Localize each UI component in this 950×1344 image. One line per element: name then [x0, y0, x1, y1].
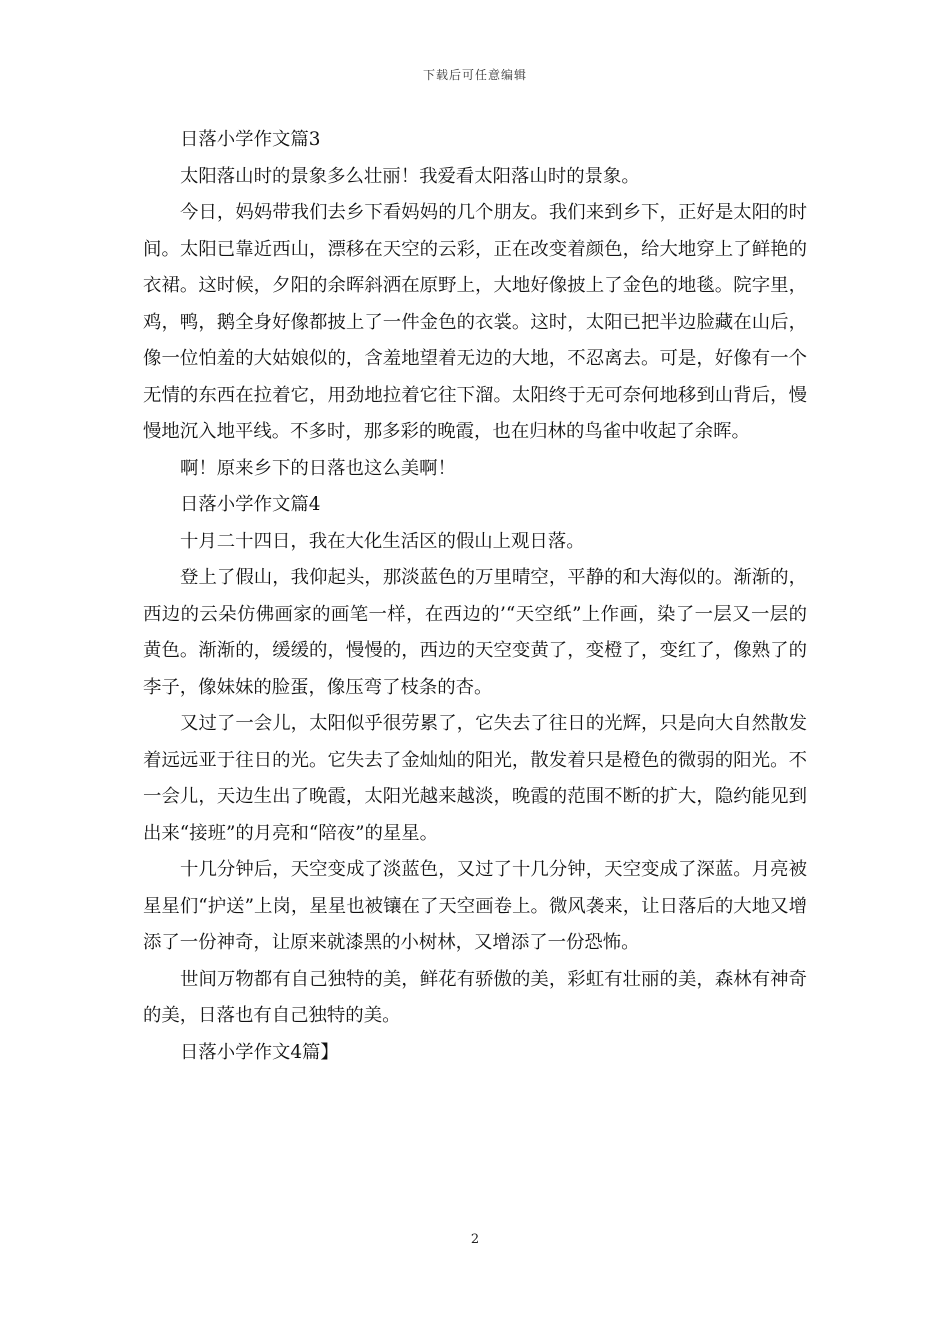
paragraph: 登上了假山，我仰起头，那淡蓝色的万里晴空，平静的和大海似的。渐渐的，西边的云朵仿佛画家的画笔一样，在西边的’“天空纸”上作画，染了一层又一层的黄色。渐渐的，缓缓的，慢慢的，西边的天空变黄了，变橙了，变红了，像熟了的李子，像妹妹的脸蛋，像压弯了枝条的杏。: [143, 567, 807, 698]
paragraph: 啊！原来乡下的日落也这么美啊！: [180, 457, 456, 479]
paragraph: 十月二十四日，我在大化生活区的假山上观日落。: [180, 530, 585, 552]
closing-title: 日落小学作文4篇】: [180, 1041, 339, 1063]
section-title-3: 日落小学作文篇3: [180, 129, 321, 150]
page-number: 2: [470, 1232, 480, 1247]
paragraph: 太阳落山时的景象多么壮丽！我爱看太阳落山时的景象。: [180, 165, 640, 187]
paragraph: 十几分钟后，天空变成了淡蓝色，又过了十几分钟，天空变成了深蓝。月亮被星星们“护送”上岗，星星也被镶在了天空画卷上。微风袭来，让日落后的大地又增添了一份神奇，让原来就漆黑的小树林，又增添了一份恐怖。: [143, 859, 807, 953]
section-title-4: 日落小学作文篇4: [180, 494, 321, 515]
page-header: 下载后可任意编辑: [422, 68, 527, 82]
paragraph: 今日，妈妈带我们去乡下看妈妈的几个朋友。我们来到乡下，正好是太阳的时间。太阳已靠近西山，漂移在天空的云彩，正在改变着颜色，给大地穿上了鲜艳的衣裙。这时候，夕阳的余晖斜洒在原野上，大地好像披上了金色的地毯。院字里，鸡，鸭，鹅全身好像都披上了一件金色的衣裳。这时，太阳已把半边脸藏在山后，像一位怕羞的大姑娘似的，含羞地望着无边的大地，不忍离去。可是，好像有一个无情的东西在拉着它，用劲地拉着它往下溜。太阳终于无可奈何地移到山背后，慢慢地沉入地平线。不多时，那多彩的晚霞，也在归林的鸟雀中收起了余晖。: [143, 202, 807, 442]
paragraph: 世间万物都有自己独特的美，鲜花有骄傲的美，彩虹有壮丽的美，森林有神奇的美，日落也有自己独特的美。: [143, 968, 807, 1026]
paragraph: 又过了一会儿，太阳似乎很劳累了，它失去了往日的光辉，只是向大自然散发着远远亚于往日的光。它失去了金灿灿的阳光，散发着只是橙色的微弱的阳光。不一会儿，天边生出了晚霞，太阳光越来越淡，晚霞的范围不断的扩大，隐约能见到出来“接班”的月亮和“陪夜”的星星。: [143, 713, 807, 844]
document-body: [143, 122, 807, 1071]
